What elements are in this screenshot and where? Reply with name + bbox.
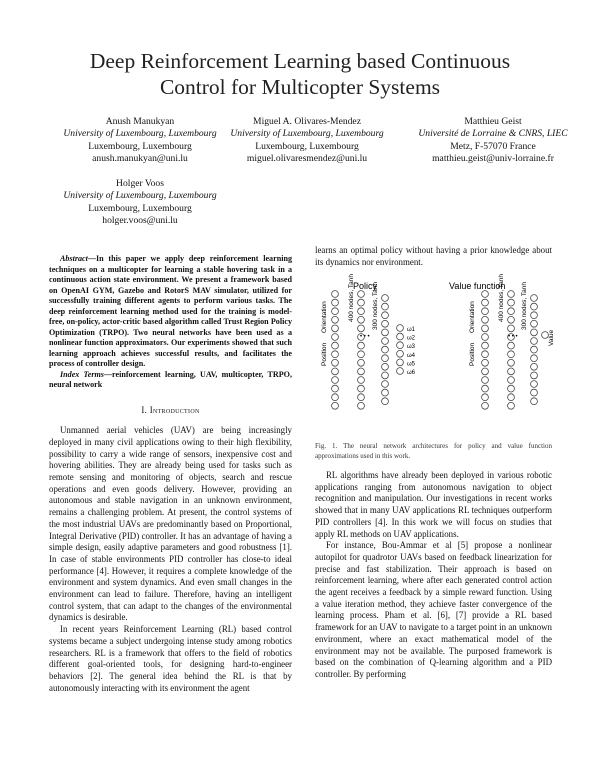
paragraph: learns an optimal policy without having a prior knowledge about its dynamics nor environment. xyxy=(315,245,552,267)
policy-hidden1-node xyxy=(358,394,365,401)
value-hidden2-node xyxy=(531,295,538,302)
value-hidden1-node xyxy=(508,403,515,410)
value-hidden2-node xyxy=(531,364,538,371)
value-hidden1-node xyxy=(508,343,515,350)
policy-hidden2-node xyxy=(382,295,389,302)
policy-hidden1-node xyxy=(358,386,365,393)
value-hidden1-node xyxy=(508,360,515,367)
policy-input-node xyxy=(332,334,339,341)
index-terms-label: Index Terms xyxy=(60,369,104,379)
policy-input-node xyxy=(332,360,339,367)
paragraph: In recent years Reinforcement Learning (RL) based control systems became a subject undergoing intense study among robotics researchers. RL is a framework that offers to the field of robotics different goal-oriented tools, for designing hard-to-engineer behaviors [2]. The general idea behind the RL is that by autonomously interacting with its environment the agent xyxy=(49,624,292,693)
value-hidden2-node xyxy=(531,372,538,379)
policy-hidden1-node xyxy=(358,360,365,367)
author-email: miguel.olivaresmendez@uni.lu xyxy=(246,153,368,165)
policy-input-node xyxy=(332,300,339,307)
policy-output-node xyxy=(397,325,404,332)
value-input-node xyxy=(482,403,489,410)
section-number: I. xyxy=(141,404,148,415)
policy-hidden2-node xyxy=(382,338,389,345)
abstract-text: —In this paper we apply deep reinforcement learning techniques on a multicopter for learning a stable hovering task in a continuous action state environment. We present a framework based on OpenAI GYM, Gazebo and RotorS MAV simulator, utilized for successfully training different agents to perform various tasks. The deep reinforcement learning method used for the training is model-free, on-policy, actor-critic based algorithm called Trust Region Policy Optimization (TRPO). Two neural networks have been used as a nonlinear function approximators. Our experiments showed that such learning approach achieves successful results, and facilitates the process of controller design. xyxy=(49,254,292,368)
index-terms-text: —reinforcement learning, UAV, multicopter, TRPO, neural network xyxy=(49,369,293,389)
value-input-node xyxy=(482,308,489,315)
value-hidden2-node xyxy=(531,390,538,397)
policy-hidden2-node xyxy=(382,347,389,354)
policy-output-label: ω1 xyxy=(407,327,416,334)
paper-title xyxy=(0,48,600,100)
policy-input-node xyxy=(332,343,339,350)
value-hidden1-node xyxy=(508,394,515,401)
author-block-1 xyxy=(40,116,240,166)
author-location: Metz, F-57070 France xyxy=(450,140,536,152)
policy-hidden1-node xyxy=(358,377,365,384)
policy-input-node xyxy=(332,368,339,375)
author-email: holger.voos@uni.lu xyxy=(102,215,178,227)
author-affiliation: Université de Lorraine & CNRS, LIEC xyxy=(418,128,568,140)
value-hidden2-node xyxy=(531,338,538,345)
value-hidden1-node xyxy=(508,291,515,298)
value-layer2-label: 300 nodes, Tanh xyxy=(521,282,528,331)
network-diagram xyxy=(315,274,555,438)
author-location: Luxembourg, Luxembourg xyxy=(255,140,359,152)
policy-output-node xyxy=(397,334,404,341)
policy-hidden1-node xyxy=(358,325,365,332)
paragraph: Unmanned aerial vehicles (UAV) are being increasingly deployed in many civil applications owing to their high flexibility, possibility to carry a wide range of sensors, inexpensive cost and hovering abilities. They are already being used for tasks such as remote sensing and monitoring of objects, search and rescue operations and even goods delivery. However, providing an autonomous and stable navigation in an unknown environment, remains a challenging problem. At present, the control systems of the most industrial UAVs are predominantly based on Proportional, Integral Derivative (PID) controller. It has an advantage of having a simple design, easily adaptive parameters and good robustness [1]. In case of stable environments PID controller has close-to ideal performance [4]. However, it requires a complete knowledge of the environment and system dynamics. And even small changes in the environment can lead to failure. Therefore, having an intelligent control system, that can adapt to the changes of the environmental dynamics is desirable. xyxy=(49,425,292,623)
value-hidden2-node xyxy=(531,381,538,388)
author-name: Holger Voos xyxy=(116,178,164,189)
author-email: matthieu.geist@univ-lorraine.fr xyxy=(432,153,554,165)
value-input-node xyxy=(482,377,489,384)
value-hidden2-node xyxy=(531,398,538,405)
value-input-node xyxy=(482,334,489,341)
policy-input-node xyxy=(332,291,339,298)
policy-hidden2-node xyxy=(382,390,389,397)
value-hidden1-node xyxy=(508,386,515,393)
value-input-node xyxy=(482,351,489,358)
policy-input-node xyxy=(332,351,339,358)
policy-dots: • • • xyxy=(360,334,370,341)
policy-hidden1-node xyxy=(358,317,365,324)
policy-output-labels xyxy=(407,327,416,376)
policy-output-label: ω6 xyxy=(407,370,416,377)
policy-output-label: ω3 xyxy=(407,344,416,351)
figure-network-architecture xyxy=(315,274,555,438)
policy-hidden1-node xyxy=(358,300,365,307)
policy-input-node xyxy=(332,377,339,384)
author-email: anush.manukyan@uni.lu xyxy=(92,153,188,165)
policy-input-node xyxy=(332,403,339,410)
author-affiliation: University of Luxembourg, Luxembourg xyxy=(230,128,384,140)
policy-output-node xyxy=(397,368,404,375)
section-heading xyxy=(49,405,292,417)
policy-layer1-label: 400 nodes, Tanh xyxy=(348,274,355,323)
value-input-node xyxy=(482,325,489,332)
policy-hidden2-node xyxy=(382,364,389,371)
policy-hidden2-node xyxy=(382,398,389,405)
value-hidden2-node xyxy=(531,355,538,362)
value-hidden1-node xyxy=(508,317,515,324)
policy-input-node xyxy=(332,308,339,315)
value-hidden2-node xyxy=(531,304,538,311)
author-name: Anush Manukyan xyxy=(105,116,175,127)
policy-output-label: ω4 xyxy=(407,353,416,360)
value-input-node xyxy=(482,343,489,350)
policy-output-node xyxy=(397,351,404,358)
author-block-3 xyxy=(393,116,593,166)
policy-input-position: Position xyxy=(321,343,328,367)
policy-hidden1-node xyxy=(358,368,365,375)
value-hidden1-node xyxy=(508,325,515,332)
value-input-position: Position xyxy=(469,343,476,367)
value-hidden2-node xyxy=(531,347,538,354)
policy-hidden1-node xyxy=(358,343,365,350)
value-hidden1-node xyxy=(508,308,515,315)
policy-hidden1-node xyxy=(358,291,365,298)
policy-input-node xyxy=(332,394,339,401)
value-hidden2-node xyxy=(531,329,538,336)
policy-hidden2-node xyxy=(382,312,389,319)
policy-output-label: ω2 xyxy=(407,336,416,343)
policy-output-node xyxy=(397,359,404,366)
paragraph: RL algorithms have already been deployed in various robotic applications ranging from autonomous navigation to object recognition and manipulation. Our investigations in recent works showed that in many UAV applications RL techniques outperform PID controllers [4]. In this work we will focus on studies that apply RL methods on UAV applications. xyxy=(315,470,552,539)
figure-caption: Fig. 1. The neural network architectures for policy and value function approximations used in this work. xyxy=(315,442,552,460)
left-column xyxy=(49,254,292,694)
policy-input-node xyxy=(332,317,339,324)
value-hidden1-node xyxy=(508,368,515,375)
author-affiliation: University of Luxembourg, Luxembourg xyxy=(63,128,217,140)
author-name: Matthieu Geist xyxy=(464,116,522,127)
author-name: Miguel A. Olivares-Mendez xyxy=(253,116,361,127)
policy-hidden2-node xyxy=(382,372,389,379)
policy-hidden2-node xyxy=(382,381,389,388)
value-input-node xyxy=(482,291,489,298)
right-column xyxy=(315,245,555,681)
author-affiliation: University of Luxembourg, Luxembourg xyxy=(63,190,217,202)
abstract-label: Abstract xyxy=(60,254,88,263)
policy-hidden1-node xyxy=(358,308,365,315)
policy-input-orientation: Orientation xyxy=(321,301,328,334)
paragraph: For instance, Bou-Ammar et al [5] propose a nonlinear autopilot for quadrotor UAVs based on feedback linearization for precise and fast stabilization. Their approach is based on reinforcement learning, where after each generated control action the agent receives a feedback by a simple reward function. Using a value iteration method, they achieve faster convergence of the learning process. Pham et al. [6], [7] provide a RL based framework for an UAV to navigate to a target point in an unknown environment, where an exact mathematical model of the environment may not be available. The purposed framework is based on the combination of Q-learning algorithm and a PID controller. By performing xyxy=(315,540,552,679)
policy-hidden2-node xyxy=(382,355,389,362)
value-hidden1-node xyxy=(508,351,515,358)
policy-hidden2-node xyxy=(382,329,389,336)
policy-title: Policy xyxy=(353,281,378,292)
value-dots: • • • xyxy=(508,334,518,341)
title-line-1: Deep Reinforcement Learning based Continuous xyxy=(89,49,511,73)
policy-output-node xyxy=(397,342,404,349)
value-title: Value function xyxy=(449,281,506,292)
policy-hidden1-node xyxy=(358,403,365,410)
value-input-node xyxy=(482,317,489,324)
network-nodes xyxy=(332,291,549,410)
value-layer1-label: 400 nodes, Tanh xyxy=(498,274,505,323)
value-input-node xyxy=(482,300,489,307)
value-hidden2-node xyxy=(531,312,538,319)
value-hidden1-node xyxy=(508,300,515,307)
value-input-node xyxy=(482,394,489,401)
value-input-node xyxy=(482,360,489,367)
author-location: Luxembourg, Luxembourg xyxy=(88,202,192,214)
value-input-node xyxy=(482,386,489,393)
value-hidden2-node xyxy=(531,321,538,328)
policy-input-node xyxy=(332,325,339,332)
policy-hidden2-node xyxy=(382,321,389,328)
value-output-label: Value xyxy=(548,330,555,347)
abstract xyxy=(49,254,292,391)
policy-output-label: ω5 xyxy=(407,361,416,368)
value-input-orientation: Orientation xyxy=(469,301,476,334)
section-title: Introduction xyxy=(149,404,200,415)
policy-layer2-label: 300 nodes, Tanh xyxy=(372,282,379,331)
policy-hidden1-node xyxy=(358,351,365,358)
value-input-node xyxy=(482,368,489,375)
author-location: Luxembourg, Luxembourg xyxy=(88,140,192,152)
policy-input-node xyxy=(332,386,339,393)
value-hidden1-node xyxy=(508,377,515,384)
title-line-2: Control for Multicopter Systems xyxy=(159,75,441,99)
author-block-4 xyxy=(40,178,240,228)
policy-hidden2-node xyxy=(382,304,389,311)
author-block-2 xyxy=(212,116,402,166)
